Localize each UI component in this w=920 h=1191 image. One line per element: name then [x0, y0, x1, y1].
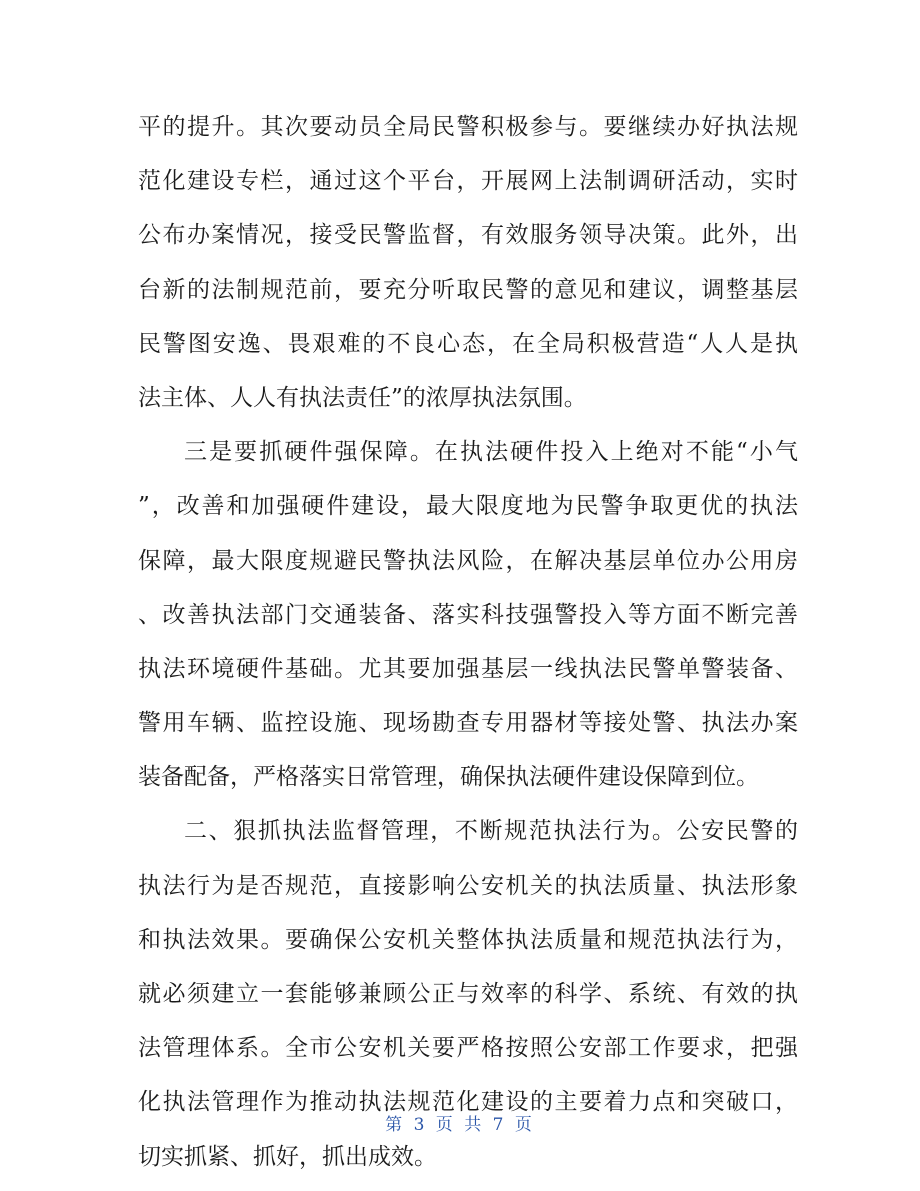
text-line: 执法行为是否规范，直接影响公安机关的执法质量、执法形象 — [138, 872, 798, 899]
text-line: 公布办案情况，接受民警监督，有效服务领导决策。此外，出 — [138, 222, 798, 249]
text-line: 装备配备，严格落实日常管理，确保执法硬件建设保障到位。 — [138, 764, 759, 791]
text-line: 保障，最大限度规避民警执法风险，在解决基层单位办公用房 — [138, 547, 798, 574]
text-line: 范化建设专栏，通过这个平台，开展网上法制调研活动，实时 — [138, 168, 798, 195]
text-line: 警用车辆、监控设施、现场勘查专用器材等接处警、执法办案 — [138, 710, 798, 737]
paragraph-1 — [138, 100, 798, 425]
text-line: 执法环境硬件基础。尤其要加强基层一线执法民警单警装备、 — [138, 655, 798, 682]
text-line: 法管理体系。全市公安机关要严格按照公安部工作要求，把强 — [138, 1035, 798, 1062]
text-line: 二、狠抓执法监督管理，不断规范执法行为。公安民警的 — [184, 818, 798, 845]
page-number-footer: 第 3 页 共 7 页 — [385, 1115, 535, 1135]
text-line: 化执法管理作为推动执法规范化建设的主要着力点和突破口， — [138, 1089, 798, 1116]
text-line: 民警图安逸、畏艰难的不良心态，在全局积极营造“人人是执 — [138, 330, 798, 357]
text-line: 法主体、人人有执法责任”的浓厚执法氛围。 — [138, 384, 587, 411]
text-line: ”，改善和加强硬件建设，最大限度地为民警争取更优的执法 — [138, 493, 798, 520]
text-line: 台新的法制规范前，要充分听取民警的意见和建议，调整基层 — [138, 276, 798, 303]
paragraph-2 — [138, 425, 798, 804]
body-text — [138, 100, 798, 1184]
text-line: 平的提升。其次要动员全局民警积极参与。要继续办好执法规 — [138, 114, 798, 140]
text-line: 、改善执法部门交通装备、落实科技强警投入等方面不断完善 — [138, 601, 798, 628]
text-line: 就必须建立一套能够兼顾公正与效率的科学、系统、有效的执 — [138, 981, 798, 1007]
text-line: 切实抓紧、抓好，抓出成效。 — [138, 1143, 437, 1170]
text-line: 三是要抓硬件强保障。在执法硬件投入上绝对不能“小气 — [184, 439, 798, 466]
text-line: 和执法效果。要确保公安机关整体执法质量和规范执法行为， — [138, 926, 798, 953]
